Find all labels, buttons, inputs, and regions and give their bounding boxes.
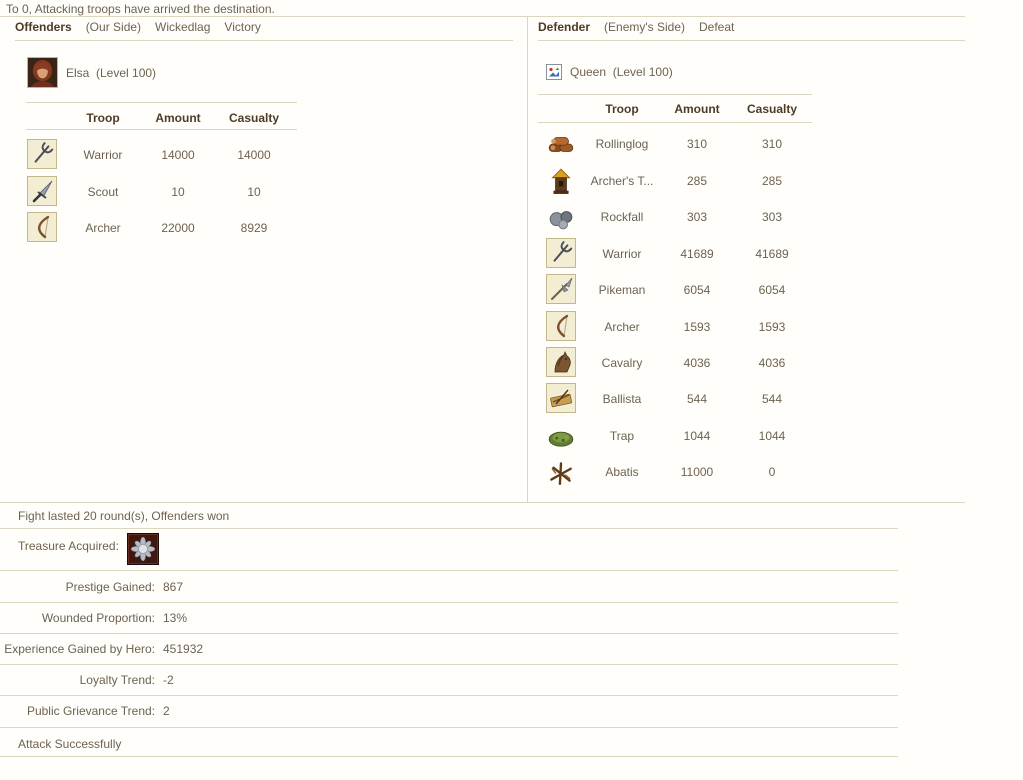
table-row [538, 272, 812, 308]
broken-image-icon [546, 64, 562, 80]
troop-casualty: 4036 [758, 356, 786, 370]
troop-casualty: 41689 [755, 247, 789, 261]
table-row [15, 174, 295, 210]
stat-row-wounded [0, 603, 898, 633]
stat-row-prestige [0, 572, 898, 602]
troop-name: Cavalry [601, 356, 643, 370]
table-row [538, 418, 812, 454]
troop-casualty: 6054 [758, 283, 786, 297]
hero-name-line [66, 66, 156, 80]
table-row [15, 210, 295, 246]
hero-name: Elsa [66, 65, 90, 80]
archer-icon [29, 214, 55, 240]
hero-level: (Level 100) [96, 65, 157, 80]
treasure-row [18, 530, 916, 570]
offenders-hero [27, 57, 156, 88]
troop-casualty: 310 [761, 137, 783, 151]
troop-amount: 10 [171, 185, 185, 199]
troop-name: Scout [87, 185, 119, 199]
troop-name: Ballista [602, 392, 642, 406]
troop-casualty: 1044 [758, 429, 786, 443]
troop-amount: 310 [686, 137, 708, 151]
archer-icon [548, 313, 574, 339]
troop-amount: 1593 [683, 320, 711, 334]
stat-value: 867 [163, 580, 184, 594]
warrior-icon [29, 141, 55, 167]
troop-amount: 11000 [680, 465, 714, 479]
fight-result-text: Fight lasted 20 round(s), Offenders won [18, 509, 230, 523]
table-row [538, 126, 812, 162]
troop-amount: 6054 [683, 283, 711, 297]
troop-casualty: 10 [247, 185, 261, 199]
offenders-table-top-line [26, 102, 297, 103]
stat-row-loyalty [0, 665, 898, 695]
troop-name: Trap [609, 429, 635, 443]
summary-top-line [0, 502, 965, 503]
col-amount: Amount [155, 111, 201, 125]
troop-name: Archer's T... [590, 174, 654, 188]
top-divider [0, 16, 965, 17]
col-troop: Troop [605, 102, 639, 116]
arrival-message: To 0, Attacking troops have arrived the destination. [6, 2, 275, 16]
table-row [538, 381, 812, 417]
troop-casualty: 1593 [758, 320, 786, 334]
table-row [538, 236, 812, 272]
troop-amount: 22000 [161, 221, 195, 235]
troop-name: Archer [604, 320, 640, 334]
col-casualty: Casualty [746, 102, 798, 116]
stat-label: Loyalty Trend: [79, 673, 155, 687]
troop-casualty: 544 [761, 392, 783, 406]
hero-name-line [570, 65, 673, 79]
stat-label: Experience Gained by Hero: [4, 642, 155, 656]
final-status-text: Attack Successfully [18, 737, 122, 751]
troop-name: Warrior [83, 148, 123, 162]
troop-amount: 4036 [683, 356, 711, 370]
troop-name: Rockfall [600, 210, 644, 224]
stat-value: 13% [163, 611, 188, 625]
stat-label: Wounded Proportion: [41, 611, 155, 625]
summary-line-7 [0, 727, 898, 728]
troop-amount: 14000 [161, 148, 195, 162]
defender-side-label: (Enemy's Side) [604, 20, 685, 34]
offenders-table-header [15, 105, 295, 131]
col-casualty: Casualty [228, 111, 280, 125]
stat-row-experience [0, 634, 898, 664]
col-amount: Amount [674, 102, 720, 116]
offenders-player-name: Wickedlag [155, 20, 211, 34]
cavalry-icon [548, 349, 574, 375]
treasure-label: Treasure Acquired: [18, 539, 119, 553]
hero-level: (Level 100) [612, 65, 673, 79]
defender-table-header [538, 96, 812, 122]
table-row [538, 199, 812, 235]
troop-amount: 285 [686, 174, 708, 188]
stat-row-grievance [0, 696, 898, 726]
defender-title: Defender [538, 20, 591, 34]
panel-divider [527, 17, 528, 502]
rolling-log-icon [547, 130, 575, 158]
summary-line-2 [0, 570, 898, 571]
troop-casualty: 8929 [240, 221, 268, 235]
col-troop: Troop [86, 111, 120, 125]
rockfall-icon [547, 203, 575, 231]
pikeman-icon [548, 276, 574, 302]
elsa-portrait-icon [28, 58, 57, 87]
table-row [538, 345, 812, 381]
troop-amount: 1044 [683, 429, 711, 443]
defender-table-header-underline [538, 122, 812, 123]
troop-casualty: 0 [768, 465, 776, 479]
troop-name: Pikeman [598, 283, 646, 297]
troop-amount: 544 [686, 392, 708, 406]
table-row [538, 309, 812, 345]
defender-table-top-line [538, 94, 812, 95]
treasure-item-icon[interactable] [127, 533, 159, 565]
offenders-header-underline [15, 40, 513, 41]
warrior-icon [548, 240, 574, 266]
hero-name: Queen [570, 65, 607, 79]
archers-tower-icon [547, 167, 575, 195]
troop-casualty: 303 [761, 210, 783, 224]
table-row [538, 454, 812, 490]
defender-result: Defeat [699, 20, 735, 34]
summary-bottom-line [0, 756, 898, 757]
table-row [538, 163, 812, 199]
troop-name: Archer [85, 221, 121, 235]
offenders-header [15, 20, 261, 34]
offenders-table-header-underline [26, 129, 297, 130]
offenders-title: Offenders [15, 20, 72, 34]
stat-value: -2 [163, 673, 174, 687]
offenders-side-label: (Our Side) [85, 20, 142, 34]
troop-name: Warrior [602, 247, 642, 261]
trap-icon [547, 422, 575, 450]
abatis-icon [547, 458, 575, 486]
troop-casualty: 14000 [237, 148, 271, 162]
hero-avatar [27, 57, 58, 88]
troop-casualty: 285 [761, 174, 783, 188]
troop-amount: 41689 [680, 247, 714, 261]
stat-label: Public Grievance Trend: [26, 704, 155, 718]
stat-value: 2 [163, 704, 170, 718]
defender-header [538, 20, 734, 34]
offenders-result: Victory [224, 20, 261, 34]
summary-line-1 [0, 528, 898, 529]
stat-value: 451932 [163, 642, 204, 656]
troop-amount: 303 [686, 210, 708, 224]
ballista-icon [548, 385, 574, 411]
troop-name: Rollinglog [595, 137, 649, 151]
scout-icon [29, 178, 55, 204]
defender-hero [546, 64, 673, 80]
stat-label: Prestige Gained: [65, 580, 155, 594]
troop-name: Abatis [605, 465, 639, 479]
defender-header-underline [538, 40, 965, 41]
table-row [15, 137, 295, 173]
